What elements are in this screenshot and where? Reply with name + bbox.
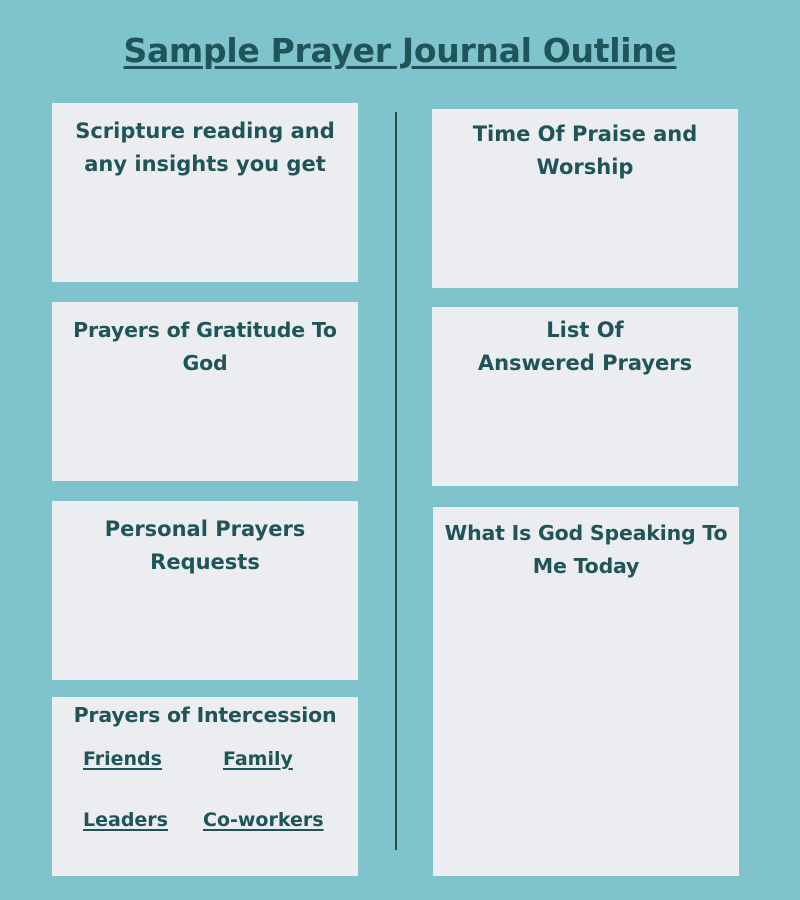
intercession-card <box>52 697 358 876</box>
answered-card-title: List Of Answered Prayers <box>477 318 693 375</box>
gratitude-card <box>52 302 358 481</box>
intercession-card-title: Prayers of Intercession <box>73 703 337 727</box>
intercession-link-friends[interactable]: Friends <box>83 748 162 770</box>
column-divider <box>395 112 397 850</box>
page-title: Sample Prayer Journal Outline <box>123 31 677 70</box>
praise-card-title: Time Of Praise and Worship <box>472 122 698 179</box>
scripture-card-title: Scripture reading and any insights you get <box>75 119 335 176</box>
scripture-card <box>52 103 358 282</box>
speaking-card <box>433 507 739 876</box>
gratitude-card-title: Prayers of Gratitude To God <box>73 318 337 375</box>
requests-card-title: Personal Prayers Requests <box>104 517 306 574</box>
answered-card <box>432 307 738 486</box>
speaking-card-title: What Is God Speaking To Me Today <box>444 521 728 578</box>
intercession-link-leaders[interactable]: Leaders <box>83 809 168 831</box>
requests-card <box>52 501 358 680</box>
intercession-link-coworkers[interactable]: Co-workers <box>203 809 324 831</box>
praise-card <box>432 109 738 288</box>
intercession-link-family[interactable]: Family <box>223 748 293 770</box>
